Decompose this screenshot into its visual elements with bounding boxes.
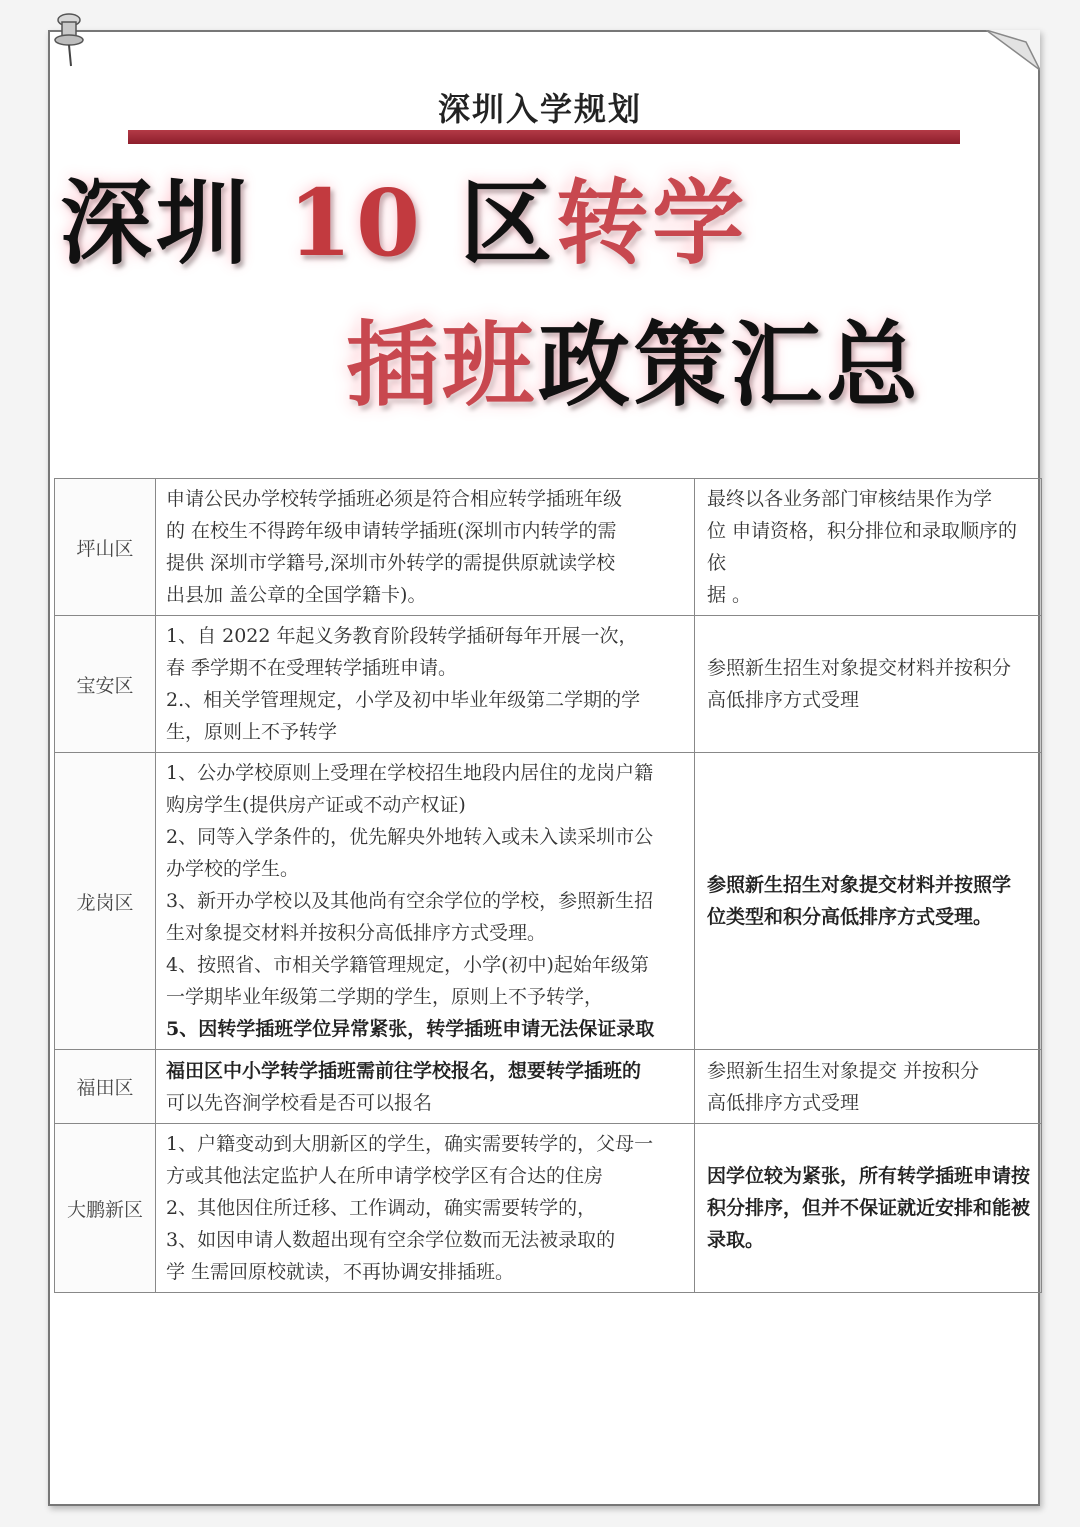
table-row: [55, 753, 1042, 1050]
requirements-cell: [156, 753, 695, 1050]
requirement-line: 申请公民办学校转学插班必须是符合相应转学插班年级: [166, 488, 623, 510]
requirement-line: 一学期毕业年级第二学期的学生，原则上不予转学，: [166, 986, 604, 1008]
requirement-line: 3、新开办学校以及其他尚有空余学位的学校，参照新生招: [166, 890, 654, 912]
requirement-line: 生，原则上不予转学: [166, 721, 338, 743]
requirement-line: 5、因转学插班学位异常紧张，转学插班申请无法保证录取: [166, 1018, 655, 1040]
note-line: 位 申请资格，积分排位和录取顺序的依: [707, 520, 1018, 574]
requirement-line: 办学校的学生。: [166, 858, 300, 880]
requirement-line: 可以先咨涧学校看是否可以报名: [166, 1091, 433, 1114]
note-line: 参照新生招生对象提交材料并按积分: [707, 657, 1012, 679]
note-line: 录取。: [707, 1229, 765, 1251]
policy-table: [54, 478, 1042, 1293]
note-cell: [695, 1124, 1042, 1293]
headline-text-2: 区: [424, 170, 557, 277]
headline-highlight-2: 插班: [346, 312, 539, 419]
requirements-cell: [156, 1124, 695, 1293]
headline-line-1: [60, 150, 748, 282]
subtitle: 深圳入学规划: [437, 90, 642, 128]
requirement-line: 2、同等入学条件的，优先解央外地转入或未入读采圳市公: [166, 826, 654, 848]
requirements-cell: [156, 479, 695, 616]
district-cell: 宝安区: [55, 616, 156, 753]
requirement-line: 出县加 盖公章的全国学籍卡)。: [166, 584, 427, 606]
requirement-line: 2.、相关学管理规定，小学及初中毕业年级第二学期的学: [166, 689, 641, 711]
note-line: 高低排序方式受理: [707, 1091, 860, 1114]
district-cell: 福田区: [55, 1050, 156, 1124]
note-cell: [695, 753, 1042, 1050]
page-curl-icon: [986, 30, 1040, 72]
table-row: [55, 1050, 1042, 1124]
table-row: [55, 479, 1042, 616]
requirement-line: 学 生需回原校就读，不再协调安排插班。: [166, 1261, 515, 1283]
headline-text-3: 政策汇总: [538, 312, 923, 419]
requirement-line: 1、公办学校原则上受理在学校招生地段内居住的龙岗户籍: [166, 762, 654, 784]
note-line: 位类型和积分高低排序方式受理。: [707, 906, 993, 928]
headline-text: 深圳: [60, 170, 289, 277]
note-cell: [695, 616, 1042, 753]
headline-line-2: [346, 292, 922, 424]
table-row: [55, 1124, 1042, 1293]
push-pin-icon: [52, 12, 86, 68]
requirement-line: 的 在校生不得跨年级申请转学插班(深圳市内转学的需: [166, 520, 617, 542]
requirement-line: 春 季学期不在受理转学插班申请。: [166, 657, 458, 679]
requirements-cell: [156, 616, 695, 753]
table-row: [55, 616, 1042, 753]
note-line: 因学位较为紧张，所有转学插班申请按: [707, 1165, 1031, 1187]
requirement-line: 福田区中小学转学插班需前往学校报名，想要转学插班的: [166, 1059, 642, 1082]
requirement-line: 2、其他因住所迁移、工作调动，确实需要转学的，: [166, 1197, 597, 1219]
requirements-cell: [156, 1050, 695, 1124]
note-line: 参照新生招生对象提交 并按积分: [707, 1059, 980, 1082]
note-line: 积分排序，但并不保证就近安排和能被: [707, 1197, 1031, 1219]
note-cell: [695, 479, 1042, 616]
requirement-line: 提供 深圳市学籍号,深圳市外转学的需提供原就读学校: [166, 552, 616, 574]
note-line: 高低排序方式受理: [707, 689, 860, 711]
note-line: 据 。: [707, 584, 752, 606]
red-divider-bar: [128, 130, 960, 144]
headline-number: 10: [288, 169, 425, 277]
requirement-line: 1、户籍变动到大朋新区的学生，确实需要转学的，父母一: [166, 1133, 654, 1155]
headline-highlight: 转学: [556, 170, 749, 277]
requirement-line: 4、按照省、市相关学籍管理规定，小学(初中)起始年级第: [166, 954, 649, 976]
requirement-line: 生对象提交材料并按积分高低排序方式受理。: [166, 922, 547, 944]
note-cell: [695, 1050, 1042, 1124]
requirement-line: 1、自 2022 年起义务教育阶段转学插研每年开展一次，: [166, 625, 638, 647]
requirement-line: 方或其他法定监护人在所申请学校学区有合达的住房: [166, 1165, 604, 1187]
district-cell: 龙岗区: [55, 753, 156, 1050]
district-cell: 大鹏新区: [55, 1124, 156, 1293]
note-line: 参照新生招生对象提交材料并按照学: [707, 874, 1012, 896]
requirement-line: 购房学生(提供房产证或不动产权证): [166, 794, 466, 816]
district-cell: 坪山区: [55, 479, 156, 616]
note-line: 最终以各业务部门审核结果作为学: [707, 488, 993, 510]
requirement-line: 3、如因申请人数超出现有空余学位数而无法被录取的: [166, 1229, 616, 1251]
